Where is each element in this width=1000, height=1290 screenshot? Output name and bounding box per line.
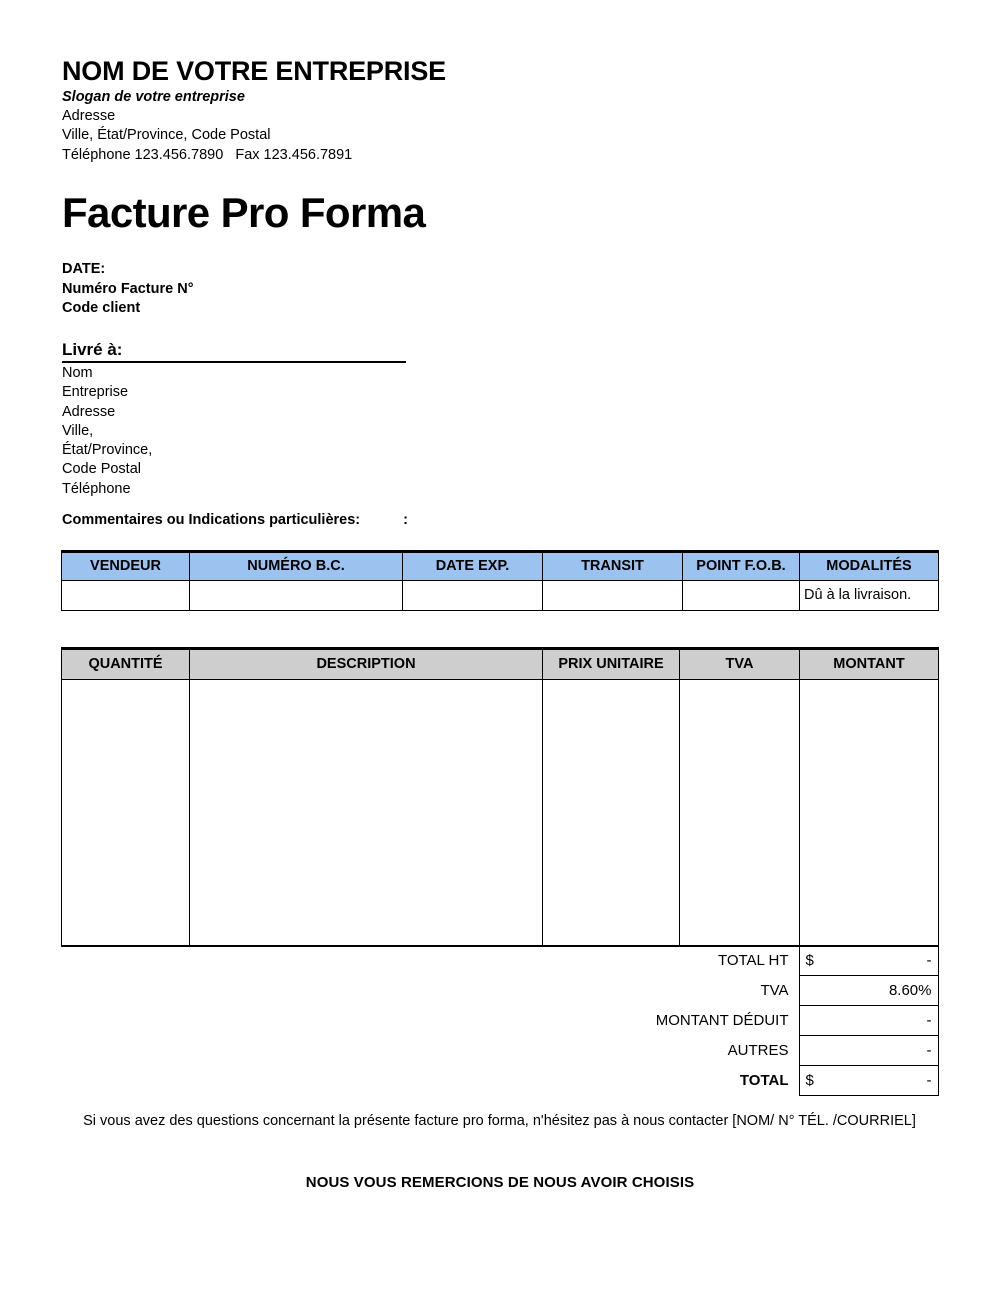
footer-contact-note: Si vous avez des questions concernant la présente facture pro forma, n'hésitez pas à nous contacter [NOM/ N° TÉL. /COURRIEL]: [83, 1113, 916, 1129]
ship-to-block: [62, 339, 406, 499]
totals-label: MONTANT DÉDUIT: [655, 1012, 789, 1029]
vendor-col-vendeur: VENDEUR: [62, 552, 190, 581]
company-name: NOM DE VOTRE ENTREPRISE: [62, 56, 446, 86]
currency-symbol: $: [805, 952, 814, 969]
invoice-number-label: Numéro Facture N°: [62, 280, 194, 297]
vendor-cell-vendeur[interactable]: [62, 581, 190, 611]
client-code-label: Code client: [62, 300, 141, 316]
items-cell-tva[interactable]: [680, 680, 800, 947]
ship-to-title: Livré à:: [62, 339, 406, 363]
vendor-terms-table: [61, 550, 939, 611]
comments-colon: :: [403, 512, 408, 528]
company-city-line: Ville, État/Province, Code Postal: [62, 127, 271, 144]
vendor-col-date-exp: DATE EXP.: [403, 552, 543, 581]
amount-value: -: [926, 1012, 932, 1029]
totals-row-tva: [618, 976, 938, 1006]
company-address: Adresse: [62, 108, 116, 124]
items-cell-montant[interactable]: [800, 680, 939, 947]
ship-to-lines: [62, 364, 406, 499]
table-row: [62, 680, 939, 947]
vendor-col-modalites: MODALITÉS: [800, 552, 939, 581]
table-row: [62, 581, 939, 611]
ship-to-line: Code Postal: [62, 461, 141, 478]
line-items-table: [61, 647, 939, 947]
totals-value[interactable]: [799, 946, 938, 976]
totals-label: TOTAL: [739, 1072, 789, 1089]
totals-label: TOTAL HT: [717, 952, 789, 969]
vendor-col-numero-bc: NUMÉRO B.C.: [190, 552, 403, 581]
currency-symbol: $: [805, 1072, 814, 1089]
vendor-cell-transit[interactable]: [543, 581, 683, 611]
totals-label: AUTRES: [727, 1042, 789, 1059]
amount-value: -: [926, 1042, 932, 1059]
amount-value: -: [926, 952, 932, 969]
totals-table: [618, 945, 939, 1096]
vendor-cell-point-fob[interactable]: [683, 581, 800, 611]
totals-value[interactable]: [799, 1066, 938, 1096]
amount-value: -: [926, 1072, 932, 1089]
page-title: Facture Pro Forma: [62, 189, 426, 236]
amount-value: 8.60%: [888, 982, 932, 999]
ship-to-line: État/Province,: [62, 442, 153, 459]
items-col-description: DESCRIPTION: [190, 649, 543, 680]
items-col-montant: MONTANT: [800, 649, 939, 680]
ship-to-line: Ville,: [62, 422, 94, 439]
invoice-meta: [62, 260, 194, 319]
vendor-col-point-fob: POINT F.O.B.: [683, 552, 800, 581]
vendor-cell-date-exp[interactable]: [403, 581, 543, 611]
comments-row: [62, 511, 408, 530]
comments-label: Commentaires ou Indications particulières:: [62, 512, 361, 528]
vendor-table-header-row: [62, 552, 939, 581]
totals-row-montant-deduit: [618, 1006, 938, 1036]
totals-value[interactable]: [799, 976, 938, 1006]
footer-thanks: NOUS VOUS REMERCIONS DE NOUS AVOIR CHOISIS: [305, 1174, 695, 1191]
totals-row-autres: [618, 1036, 938, 1066]
items-col-prix-unitaire: PRIX UNITAIRE: [543, 649, 680, 680]
vendor-col-transit: TRANSIT: [543, 552, 683, 581]
items-col-quantite: QUANTITÉ: [62, 649, 190, 680]
vendor-cell-modalites[interactable]: Dû à la livraison.: [800, 581, 939, 611]
company-header: [62, 56, 662, 165]
company-contact-line: Téléphone 123.456.7890 Fax 123.456.7891: [62, 146, 353, 163]
totals-row-total: [618, 1066, 938, 1096]
company-slogan: Slogan de votre entreprise: [62, 89, 245, 105]
totals-label: TVA: [760, 982, 789, 999]
items-cell-prix-unitaire[interactable]: [543, 680, 680, 947]
totals-value[interactable]: [799, 1036, 938, 1066]
totals-row-total-ht: [618, 946, 938, 976]
ship-to-line: Adresse: [62, 403, 116, 420]
items-cell-quantite[interactable]: [62, 680, 190, 947]
ship-to-line: Entreprise: [62, 384, 129, 401]
date-label: DATE:: [62, 261, 106, 277]
vendor-cell-numero-bc[interactable]: [190, 581, 403, 611]
totals-value[interactable]: [799, 1006, 938, 1036]
ship-to-line: Téléphone: [62, 480, 131, 497]
ship-to-line: Nom: [62, 365, 93, 381]
items-cell-description[interactable]: [190, 680, 543, 947]
items-table-header-row: [62, 649, 939, 680]
items-col-tva: TVA: [680, 649, 800, 680]
